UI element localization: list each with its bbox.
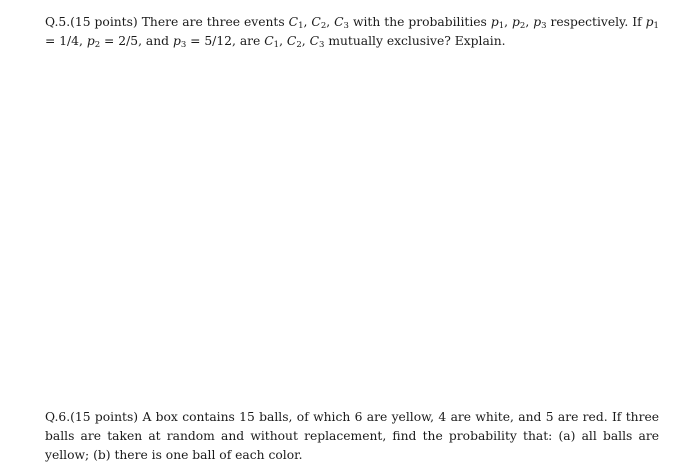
question-5-text: mutually exclusive? Explain.: [328, 34, 506, 48]
question-5-text: and: [145, 34, 170, 48]
question-6-text: A box contains 15 balls, of which 6 are yellow, 4 are white, and 5 are red. If three balls are taken at random and without replacement, find the probability that: (a) all balls are yellow; (b) there is one ball of each color.: [45, 410, 659, 462]
value-p3: 5/12: [204, 34, 232, 48]
math-c3: $C_3$: [334, 15, 349, 31]
question-5-text: with the probabilities: [352, 15, 487, 29]
math-p3: $p_3$: [172, 34, 187, 50]
question-5-number: Q.5.: [45, 15, 71, 29]
math-p1: $p_1$: [645, 15, 659, 31]
question-6-points: (15 points): [70, 410, 139, 424]
question-5: Q.5.(15 points) There are three events $C_1$, $C_2$, $C_3$ with the probabilities $p_1$, $p_2$, $p_3$ respectively. If $p_1 = 1/4$, $p_2 = 2/5$, and $p_3 = 5/12$, are $C_1$, $C_2$, $C_3$ mutually exclusive? Explain.: [45, 15, 659, 50]
question-5-text: There are three events: [141, 15, 285, 29]
question-5-points: (15 points): [70, 15, 138, 29]
math-p1: $p_1$: [490, 15, 505, 31]
question-5-text: are: [239, 34, 261, 48]
math-p3: $p_3$: [533, 15, 547, 31]
question-6-number: Q.6.: [45, 410, 71, 424]
value-p1: 1/4: [59, 34, 80, 48]
math-c3: $C_3$: [309, 34, 325, 50]
question-5-text: respectively. If: [550, 15, 642, 29]
math-c2: $C_2$: [311, 15, 327, 31]
question-6: [45, 408, 659, 465]
math-c1: $C_1$: [264, 34, 280, 50]
math-c1: $C_1$: [288, 15, 304, 31]
math-p2: $p_2$: [86, 34, 101, 50]
math-c2: $C_2$: [286, 34, 302, 50]
value-p2: 2/5: [118, 34, 139, 48]
math-p2: $p_2$: [512, 15, 526, 31]
